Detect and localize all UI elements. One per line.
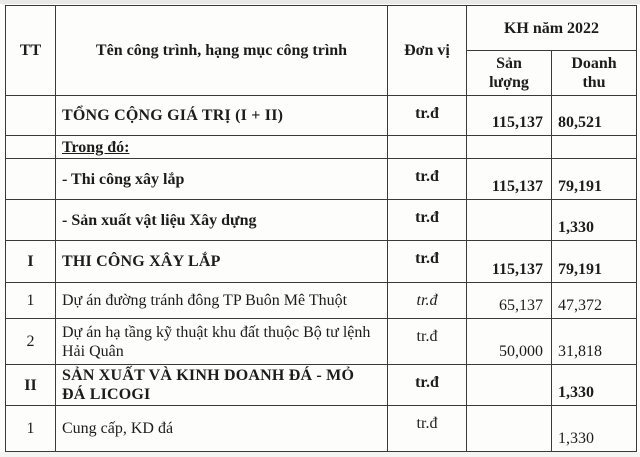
row-output: 115,137 bbox=[467, 241, 552, 283]
row-revenue: 47,372 bbox=[552, 283, 637, 319]
row-tt: 1 bbox=[6, 406, 56, 452]
row-unit: tr.đ bbox=[388, 241, 467, 283]
row-unit: tr.đ bbox=[388, 406, 467, 452]
row-name: Cung cấp, KD đá bbox=[56, 406, 388, 452]
production-plan-table bbox=[5, 5, 637, 452]
table-row-materials-sub bbox=[6, 200, 637, 241]
row-unit bbox=[388, 136, 467, 159]
row-tt bbox=[6, 96, 56, 136]
row-name: Dự án đường tránh đông TP Buôn Mê Thuột bbox=[56, 283, 388, 319]
table-row-section-i bbox=[6, 241, 637, 283]
header-row-1 bbox=[6, 6, 637, 51]
row-tt bbox=[6, 136, 56, 159]
row-name: - Thi công xây lắp bbox=[56, 159, 388, 200]
table-row-of-which bbox=[6, 136, 637, 159]
table-row-item-ii-1 bbox=[6, 406, 637, 452]
row-revenue: 31,818 bbox=[552, 319, 637, 365]
row-output: 50,000 bbox=[467, 319, 552, 365]
row-name: THI CÔNG XÂY LẮP bbox=[56, 241, 388, 283]
header-unit: Đơn vị bbox=[388, 6, 467, 96]
row-output bbox=[467, 365, 552, 406]
row-name: TỔNG CỘNG GIÁ TRỊ (I + II) bbox=[56, 96, 388, 136]
row-output bbox=[467, 136, 552, 159]
header-tt: TT bbox=[6, 6, 56, 96]
row-revenue bbox=[552, 136, 637, 159]
row-revenue: 1,330 bbox=[552, 406, 637, 452]
row-unit: tr.đ bbox=[388, 319, 467, 365]
row-unit: tr.đ bbox=[388, 96, 467, 136]
row-revenue: 1,330 bbox=[552, 200, 637, 241]
row-output bbox=[467, 200, 552, 241]
header-output: Sản lượng bbox=[467, 51, 552, 96]
table-row-construction-sub bbox=[6, 159, 637, 200]
row-tt: I bbox=[6, 241, 56, 283]
row-revenue: 79,191 bbox=[552, 241, 637, 283]
row-tt: II bbox=[6, 365, 56, 406]
row-output: 115,137 bbox=[467, 159, 552, 200]
row-name: - Sản xuất vật liệu Xây dựng bbox=[56, 200, 388, 241]
row-tt bbox=[6, 159, 56, 200]
header-plan-2022: KH năm 2022 bbox=[467, 6, 637, 51]
table-row-item-i-1 bbox=[6, 283, 637, 319]
row-unit: tr.đ bbox=[388, 283, 467, 319]
row-output: 65,137 bbox=[467, 283, 552, 319]
header-revenue: Doanh thu bbox=[552, 51, 637, 96]
row-name: SẢN XUẤT VÀ KINH DOANH ĐÁ - MỎ ĐÁ LICOGI bbox=[56, 365, 388, 406]
row-unit: tr.đ bbox=[388, 200, 467, 241]
table-row-section-ii bbox=[6, 365, 637, 406]
row-unit: tr.đ bbox=[388, 365, 467, 406]
row-revenue: 80,521 bbox=[552, 96, 637, 136]
table-row-total bbox=[6, 96, 637, 136]
row-name: Dự án hạ tầng kỹ thuật khu đất thuộc Bộ tư lệnh Hải Quân bbox=[56, 319, 388, 365]
row-tt: 2 bbox=[6, 319, 56, 365]
table-row-item-i-2 bbox=[6, 319, 637, 365]
page-top-edge bbox=[0, 0, 640, 4]
row-revenue: 79,191 bbox=[552, 159, 637, 200]
row-output: 115,137 bbox=[467, 96, 552, 136]
row-tt bbox=[6, 200, 56, 241]
row-name: Trong đó: bbox=[56, 136, 388, 159]
row-unit: tr.đ bbox=[388, 159, 467, 200]
header-name: Tên công trình, hạng mục công trình bbox=[56, 6, 388, 96]
row-output bbox=[467, 406, 552, 452]
row-revenue: 1,330 bbox=[552, 365, 637, 406]
row-tt: 1 bbox=[6, 283, 56, 319]
